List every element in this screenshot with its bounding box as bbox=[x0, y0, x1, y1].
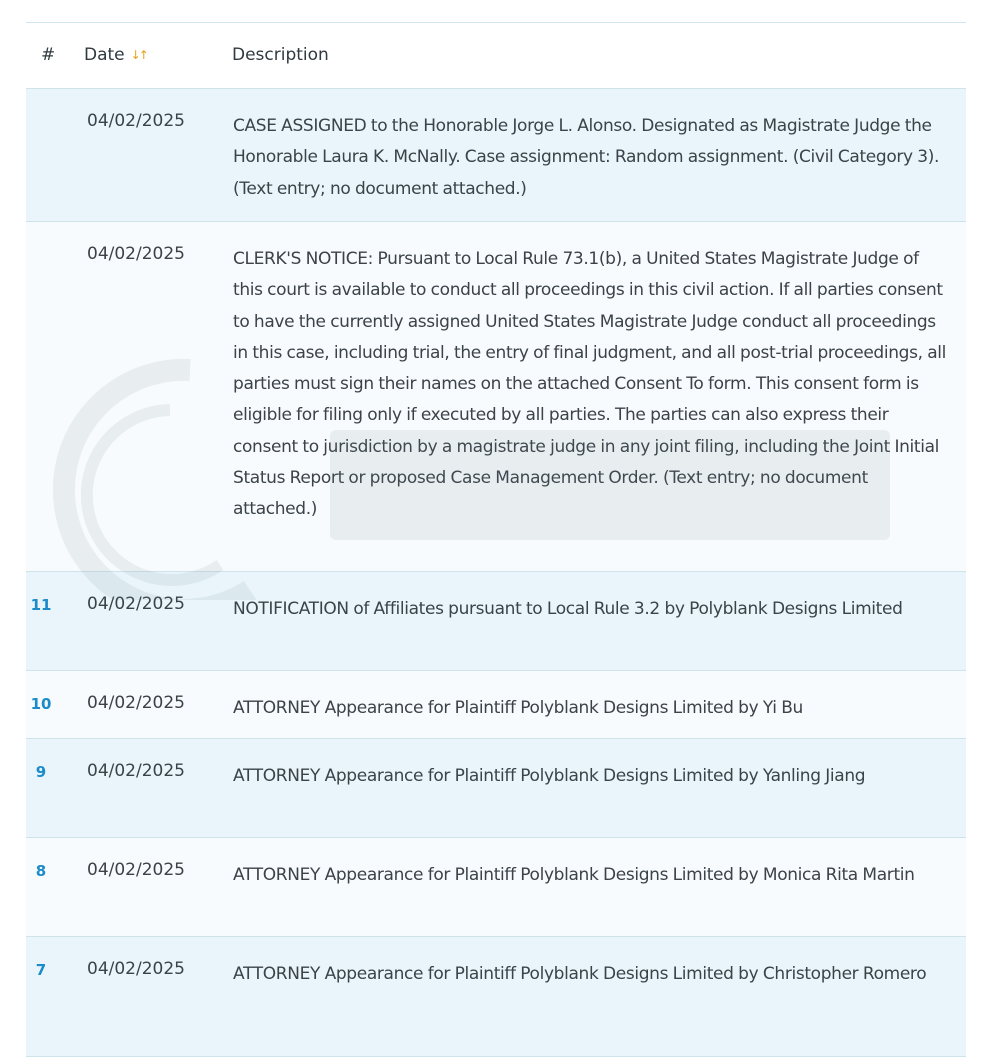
header-date-label: Date bbox=[84, 45, 125, 65]
entry-date: 04/02/2025 bbox=[87, 860, 185, 880]
header-date[interactable] bbox=[84, 45, 147, 65]
header-number: # bbox=[41, 45, 56, 65]
entry-date: 04/02/2025 bbox=[87, 959, 185, 979]
entry-description: ATTORNEY Appearance for Plaintiff Polyblank Designs Limited by Christopher Romero bbox=[233, 964, 927, 984]
table-row bbox=[26, 572, 966, 671]
docket-table bbox=[26, 23, 966, 1057]
entry-date: 04/02/2025 bbox=[87, 244, 185, 264]
entry-description: ATTORNEY Appearance for Plaintiff Polyblank Designs Limited by Monica Rita Martin bbox=[233, 865, 915, 885]
entry-number-link[interactable]: 11 bbox=[30, 596, 52, 614]
table-row bbox=[26, 937, 966, 1057]
entry-description: CLERK'S NOTICE: Pursuant to Local Rule 73.1(b), a United States Magistrate Judge of this court is available to conduct all proceedings in this civil action. If all parties consent to have the currently assigned United States Magistrate Judge conduct all proceedings in this case, including trial, the entry of final judgment, and all post-trial proceedings, all parties must sign their names on the attached Consent To form. This consent form is eligible for filing only if executed by all parties. The parties can also express their consent to jurisdiction by a magistrate judge in any joint filing, including the Joint Initial Status Report or proposed Case Management Order. (Text entry; no document attached.) bbox=[233, 249, 947, 520]
entry-date: 04/02/2025 bbox=[87, 693, 185, 713]
entry-number-link[interactable]: 9 bbox=[35, 763, 47, 781]
header-description: Description bbox=[232, 45, 329, 65]
sort-arrows-icon[interactable]: ↓↑ bbox=[130, 48, 147, 62]
table-header bbox=[26, 23, 966, 89]
entry-description: ATTORNEY Appearance for Plaintiff Polyblank Designs Limited by Yi Bu bbox=[233, 698, 803, 718]
table-row bbox=[26, 671, 966, 739]
entry-number-link[interactable]: 7 bbox=[35, 961, 47, 979]
entry-date: 04/02/2025 bbox=[87, 761, 185, 781]
entry-description: NOTIFICATION of Affiliates pursuant to Local Rule 3.2 by Polyblank Designs Limited bbox=[233, 599, 903, 619]
table-row bbox=[26, 838, 966, 937]
entry-number-link[interactable]: 8 bbox=[35, 862, 47, 880]
table-row bbox=[26, 739, 966, 838]
entry-date: 04/02/2025 bbox=[87, 111, 185, 131]
entry-number-link[interactable]: 10 bbox=[30, 695, 52, 713]
entry-description: ATTORNEY Appearance for Plaintiff Polyblank Designs Limited by Yanling Jiang bbox=[233, 766, 866, 786]
table-row bbox=[26, 89, 966, 222]
entry-description: CASE ASSIGNED to the Honorable Jorge L. Alonso. Designated as Magistrate Judge the Honorable Laura K. McNally. Case assignment: Random assignment. (Civil Category 3). (Text entry; no document attached.) bbox=[233, 116, 940, 199]
table-row bbox=[26, 222, 966, 572]
entry-date: 04/02/2025 bbox=[87, 594, 185, 614]
docket-rows bbox=[26, 89, 966, 1057]
